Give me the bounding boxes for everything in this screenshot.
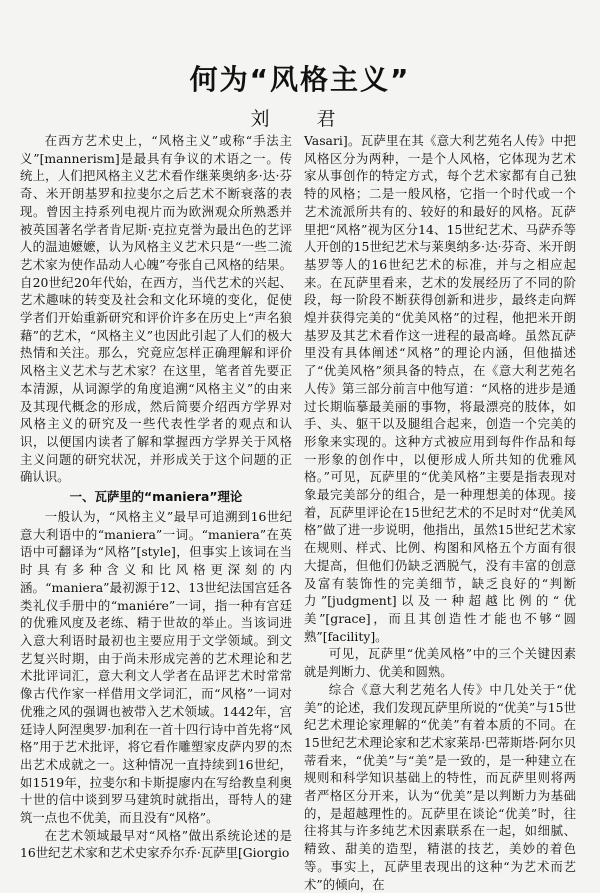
left-column — [20, 132, 292, 862]
paragraph: 在西方艺术史上，“风格主义”或称“手法主义”[mannerism]是最具有争议的术语之一。传统上，人们把风格主义艺术看作继莱奥纳多·达·芬奇、米开朗基罗和拉斐尔之后艺术不断衰落的表现。曾因主持系列电视片而为欧洲观众所熟悉并被英国著名学者肯尼斯·克拉克誉为最出色的艺评人的温迪嬷嬷，认为风格主义艺术只是“一些二流艺术家为使作品动人心魄”夸张自己风格的结果。自20世纪20年代始，在西方，当代艺术的兴起、艺术趣味的转变及社会和文化环境的变化，促使学者们开始重新研究和评价许多在历史上“声名狼藉”的艺术，“风格主义”也因此引起了人们的极大热情和关注。那么，究竟应怎样正确理解和评价风格主义艺术与艺术家？在这里，笔者首先要正本清源，从词源学的角度追溯“风格主义”的由来及其现代概念的形成，然后简要介绍西方学界对风格主义的研究及一些代表性学者的观点和认识，以便国内读者了解和掌握西方学界关于风格主义问题的研究状况，并形成关于这个问题的正确认识。 — [20, 133, 292, 485]
paragraph: 综合《意大利艺苑名人传》中几处关于“优美”的论述，我们发现瓦萨里所说的“优美”与15世纪艺术理论家理解的“优美”有着本质的不同。在15世纪艺术理论家和艺术家莱昂·巴蒂斯塔·阿尔贝蒂看来，“优美”与“美”是一致的，是一种建立在规则和科学知识基础上的特性，而瓦萨里则将两者严格区分开来，认为“优美”是以判断力为基础的，是超越理性的。瓦萨里在谈论“优美”时，往往将其与许多纯艺术因素联系在一起，如细腻、精致、甜美的造型，精湛的技艺，美妙的着色等。事实上，瓦萨里表现出的这种“为艺术而艺术”的倾向，在 — [304, 681, 576, 892]
article-title: 何为“风格主义” — [189, 63, 411, 96]
paragraph: 在艺术领域最早对“风格”做出系统论述的是16世纪艺术家和艺术史家乔尔乔·瓦萨里[Giorgio — [20, 827, 292, 861]
author-name: 刘 君 — [250, 108, 350, 130]
right-column — [304, 132, 576, 893]
paragraph: 可见，瓦萨里“优美风格”中的三个关键因素就是判断力、优美和圆熟。 — [304, 646, 576, 680]
paragraph: Vasari]。瓦萨里在其《意大利艺苑名人传》中把风格区分为两种，一是个人风格，它体现为艺术家从事创作的特定方式，每个艺术家都有自己独特的风格；二是一般风格，它指一个时代或一个艺术流派所共有的、较好的和最好的风格。瓦萨里把“风格”视为区分14、15世纪艺术、马萨乔等人开创的15世纪艺术与莱奥纳多·达·芬奇、米开朗基罗等人的16世纪艺术的标准，并与之相应起来。在瓦萨里看来，艺术的发展经历了不同的阶段，每一阶段不断获得创新和进步，最终走向辉煌并获得完美的“优美风格”的过程，他把米开朗基罗及其艺术看作这一进程的最高峰。虽然瓦萨里没有具体阐述“风格”的理论内涵，但他描述了“优美风格”须具备的特点，在《意大利艺苑名人传》第三部分前言中他写道：“风格的进步是通过长期临摹最美丽的事物，将最漂亮的肢体，如手、头、躯干以及腿组合起来，创造一个完美的形象来实现的。这种方式被应用到每件作品和每一形象的创作中，以便形成人所共知的优雅风格。”可见，瓦萨里的“优美风格”主要是指表现对象最完美部分的组合，是一种理想美的体现。接着，瓦萨里评论在15世纪艺术的不足时对“优美风格”做了进一步说明，他指出，虽然15世纪艺术家在规则、样式、比例、构图和风格五个方面有很大提高，但他们仍缺乏洒脱气，没有丰富的创意及富有装饰性的完美细节，缺乏良好的“判断力”[judgment]以及一种超越比例的“优美”[grace]，而且其创造性才能也不够“圆熟”[facility]。 — [304, 133, 576, 644]
section-heading: 一、瓦萨里的“maniera”理论 — [69, 489, 243, 505]
paragraph: 一般认为，“风格主义”最早可追溯到16世纪意大利语中的“maniera”一词。“maniera”在英语中可翻译为“风格”[style]，但事实上该词在当时具有多种含义和比风格更深刻的内涵。“maniera”最初源于12、13世纪法国宫廷各类礼仪手册中的“maniére”一词，指一种有宫廷的优雅风度及老练、精于世故的举止。当该词进入意大利语时最初也主要应用于文学领域。到文艺复兴时期，由于尚未形成完善的艺术理论和艺术批评词汇，意大利文人学者在品评艺术时常常像古代作家一样借用文学词汇，而“风格”一词对优雅之风的强调也被带入艺术领域。1442年，宫廷诗人阿涅奥罗·加利在一首十四行诗中首先将“风格”用于艺术批评，将它看作雕塑家皮萨内罗的杰出艺术成就之一。这种情况一直持续到16世纪，如1519年，拉斐尔和卡斯提廖内在写给教皇利奥十世的信中谈到罗马建筑时就指出，哥特人的建筑一点也不优美，而且没有“风格”。 — [20, 509, 292, 826]
